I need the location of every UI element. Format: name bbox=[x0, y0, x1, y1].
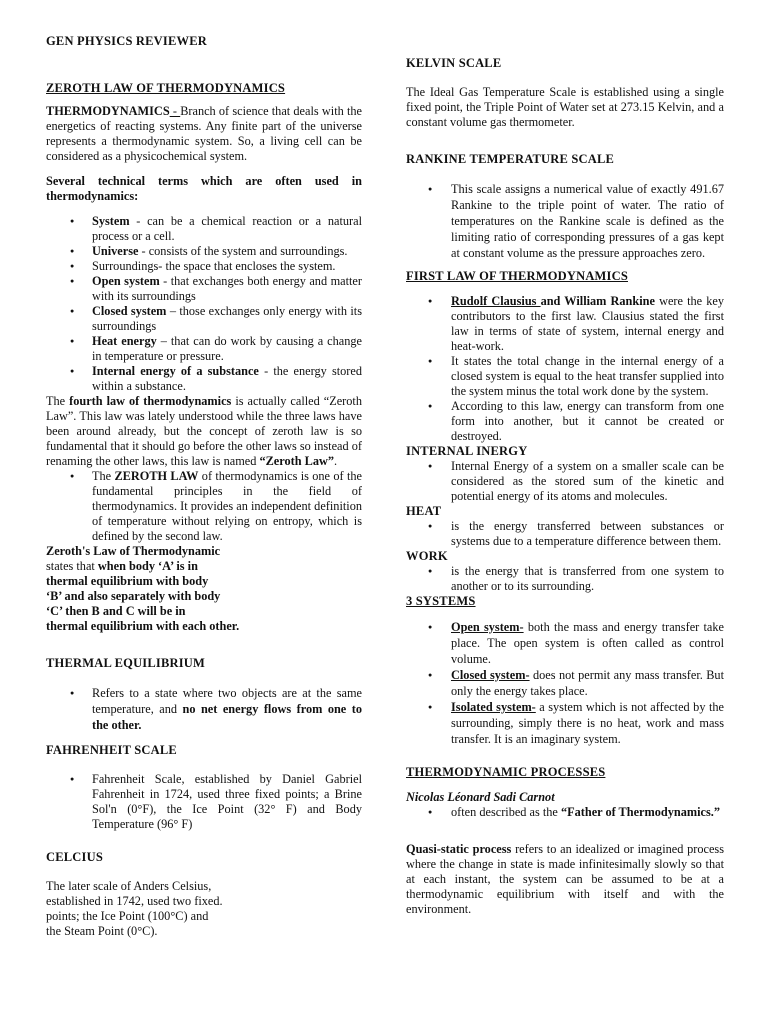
list-item: ● Closed system – those exchanges only energy with its surroundings bbox=[46, 304, 362, 334]
first-law-list bbox=[406, 294, 724, 444]
fahrenheit-bullet bbox=[46, 772, 362, 832]
heading-zeroth-law: ZEROTH LAW OF THERMODYNAMICS bbox=[46, 81, 286, 95]
list-item: ● This scale assigns a numerical value of exactly 491.67 Rankine to the triple point of water. The ratio of temperatures on the Rankine scale is defined as the limiting ratio of corresponding pressures of a gas kept at constant volume as the pressure approaches zero. bbox=[406, 181, 724, 261]
thermodynamics-term: THERMODYNAMICS bbox=[46, 104, 170, 118]
list-item: ● often described as the “Father of Thermodynamics.” bbox=[406, 805, 724, 820]
thermodynamics-dash: - bbox=[169, 104, 181, 118]
heading-thermodynamic-processes: THERMODYNAMIC PROCESSES bbox=[406, 765, 606, 779]
internal-energy-bullet bbox=[406, 459, 724, 504]
thermal-equilibrium-bullet bbox=[46, 685, 362, 733]
zeroth-law-statement: Zeroth's Law of Thermodynamic states that when body ‘A’ is in thermal equilibrium with body ‘B’ and also separately with body ‘C’ then B and C will be in thermal equilibrium with each other. bbox=[46, 544, 240, 633]
thermodynamics-definition bbox=[46, 104, 362, 164]
document-title: GEN PHYSICS REVIEWER bbox=[46, 34, 207, 48]
heading-rankine: RANKINE TEMPERATURE SCALE bbox=[406, 152, 615, 166]
terms-list bbox=[46, 214, 362, 394]
work-bullet bbox=[406, 564, 724, 594]
list-item: ● Internal Energy of a system on a smaller scale can be considered as the stored sum of the kinetic and potential energy of its atoms and molecules. bbox=[406, 459, 724, 504]
heading-3-systems: 3 SYSTEMS bbox=[406, 594, 476, 608]
list-item: ● Isolated system- a system which is not affected by the surrounding, simply there is no heat, work and mass transfer. It is an imaginary system. bbox=[406, 699, 724, 747]
heading-fahrenheit: FAHRENHEIT SCALE bbox=[46, 743, 177, 757]
carnot-name: Nicolas Léonard Sadi Carnot bbox=[406, 790, 555, 804]
quasi-static-paragraph: Quasi-static process refers to an idealized or imagined process where the change in state is made infinitesimally slowly so that at each instant, the system can be assumed to be at a thermodynamic equilibrium with itself and with the environment. bbox=[406, 842, 724, 916]
list-item: ● Internal energy of a substance - the energy stored within a substance. bbox=[46, 364, 362, 394]
thermodynamics-def-text: Branch of science that deals with the energetics of reacting systems. Any finite part of the universe represents a thermodynamic system. So, a living cell can be considered as a physicochemical system. bbox=[46, 104, 362, 163]
heading-heat: HEAT bbox=[406, 504, 442, 518]
list-item: ● Open system - that exchanges both energy and matter with its surroundings bbox=[46, 274, 362, 304]
systems-list bbox=[406, 619, 724, 747]
list-item: ● Closed system- does not permit any mass transfer. But only the energy takes place. bbox=[406, 667, 724, 699]
heat-bullet bbox=[406, 519, 724, 549]
heading-internal-energy: INTERNAL INERGY bbox=[406, 444, 528, 458]
list-item: ● It states the total change in the internal energy of a closed system is equal to the heat transfer supplied into the system minus the total work done by the system. bbox=[406, 354, 724, 399]
list-item: ● Universe - consists of the system and surroundings. bbox=[46, 244, 362, 259]
list-item: ● System - can be a chemical reaction or a natural process or a cell. bbox=[46, 214, 362, 244]
list-item: ● Refers to a state where two objects are at the same temperature, and no net energy flows from one to the other. bbox=[46, 685, 362, 733]
celcius-text: The later scale of Anders Celsius, established in 1742, used two fixed. points; the Ice Point (100°C) and the Steam Point (0°C). bbox=[46, 879, 223, 938]
list-item: ● Heat energy – that can do work by causing a change in temperature or pressure. bbox=[46, 334, 362, 364]
list-item: ● The ZEROTH LAW of thermodynamics is one of the fundamental principles in the field of thermodynamics. It provides an independent definition of temperature without relying on entropy, which is defined by the second law. bbox=[46, 469, 362, 544]
heading-kelvin: KELVIN SCALE bbox=[406, 56, 502, 70]
heading-first-law: FIRST LAW OF THERMODYNAMICS bbox=[406, 269, 628, 283]
heading-thermal-equilibrium: THERMAL EQUILIBRIUM bbox=[46, 656, 206, 670]
carnot-bullet bbox=[406, 805, 724, 820]
list-item: ● Open system- both the mass and energy transfer take place. The open system is often called as control volume. bbox=[406, 619, 724, 667]
heading-work: WORK bbox=[406, 549, 448, 563]
rankine-bullet bbox=[406, 181, 724, 261]
list-item: ● Surroundings- the space that encloses the system. bbox=[46, 259, 362, 274]
heading-celcius: CELCIUS bbox=[46, 850, 103, 864]
kelvin-text: The Ideal Gas Temperature Scale is established using a single fixed point, the Triple Point of Water set at 273.15 Kelvin, and a constant volume gas thermometer. bbox=[406, 85, 724, 129]
right-column bbox=[406, 56, 724, 917]
list-item: ● is the energy transferred between substances or systems due to a temperature difference between them. bbox=[406, 519, 724, 549]
list-item: ● is the energy that is transferred from one system to another or to its surrounding. bbox=[406, 564, 724, 594]
zeroth-law-bullet bbox=[46, 469, 362, 544]
list-item: ● Fahrenheit Scale, established by Daniel Gabriel Fahrenheit in 1724, used three fixed points; a Brine Sol'n (0°F), the Ice Point (32° F) and Body Temperature (96° F) bbox=[46, 772, 362, 832]
left-column bbox=[46, 34, 362, 939]
fourth-law-paragraph: The fourth law of thermodynamics is actually called “Zeroth Law”. This law was lately understood while the three laws have been around already, but the concept of zeroth law is so fundamental that it should go before the other laws so instead of renaming the other laws, this law is named “Zeroth Law”. bbox=[46, 394, 362, 468]
terms-intro: Several technical terms which are often used in thermodynamics: bbox=[46, 174, 362, 203]
list-item: ● According to this law, energy can transform from one form into another, but it cannot be created or destroyed. bbox=[406, 399, 724, 444]
list-item: ● Rudolf Clausius and William Rankine were the key contributors to the first law. Clausius stated the first law in terms of state of system, internal energy and heat-work. bbox=[406, 294, 724, 354]
